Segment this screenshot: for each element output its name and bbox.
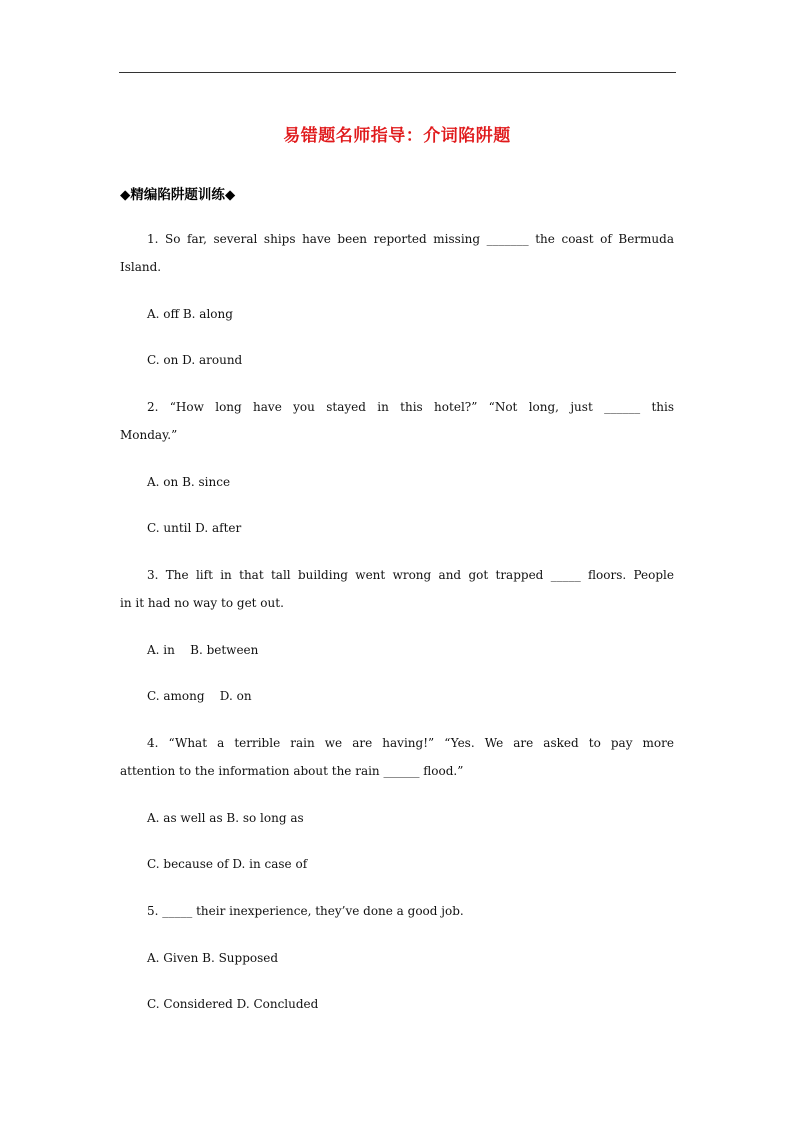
question-5-line-1: 5. _____ their inexperience, they’ve done a good job. bbox=[147, 904, 464, 918]
question-4-options-cd: C. because of D. in case of bbox=[147, 857, 308, 871]
page-title: 易错题名师指导：介词陷阱题 bbox=[283, 126, 511, 146]
question-2-options-cd: C. until D. after bbox=[147, 521, 242, 535]
question-1-line-1: 1. So far, several ships have been reported missing _______ the coast of Bermuda bbox=[147, 232, 674, 246]
question-2-line-1: 2. “How long have you stayed in this hotel?” “Not long, just ______ this bbox=[147, 400, 674, 414]
question-2-options-ab: A. on B. since bbox=[147, 475, 231, 489]
question-1-options-ab: A. off B. along bbox=[147, 307, 233, 321]
question-1-options-cd: C. on D. around bbox=[147, 353, 243, 367]
question-3-line-2: in it had no way to get out. bbox=[120, 596, 284, 610]
header-rule bbox=[119, 72, 676, 73]
question-4-line-1: 4. “What a terrible rain we are having!” “Yes. We are asked to pay more bbox=[147, 736, 674, 750]
question-3-options-ab: A. in B. between bbox=[147, 643, 259, 657]
question-2-line-2: Monday.” bbox=[120, 428, 178, 442]
question-1-line-2: Island. bbox=[120, 260, 162, 274]
question-3-options-cd: C. among D. on bbox=[147, 689, 252, 703]
question-3-line-1: 3. The lift in that tall building went wrong and got trapped _____ floors. People bbox=[147, 568, 674, 582]
section-heading: ◆精编陷阱题训练◆ bbox=[120, 187, 236, 203]
question-4-options-ab: A. as well as B. so long as bbox=[147, 811, 304, 825]
question-4-line-2: attention to the information about the rain ______ flood.” bbox=[120, 764, 464, 778]
question-5-options-ab: A. Given B. Supposed bbox=[147, 951, 279, 965]
question-5-options-cd: C. Considered D. Concluded bbox=[147, 997, 319, 1011]
